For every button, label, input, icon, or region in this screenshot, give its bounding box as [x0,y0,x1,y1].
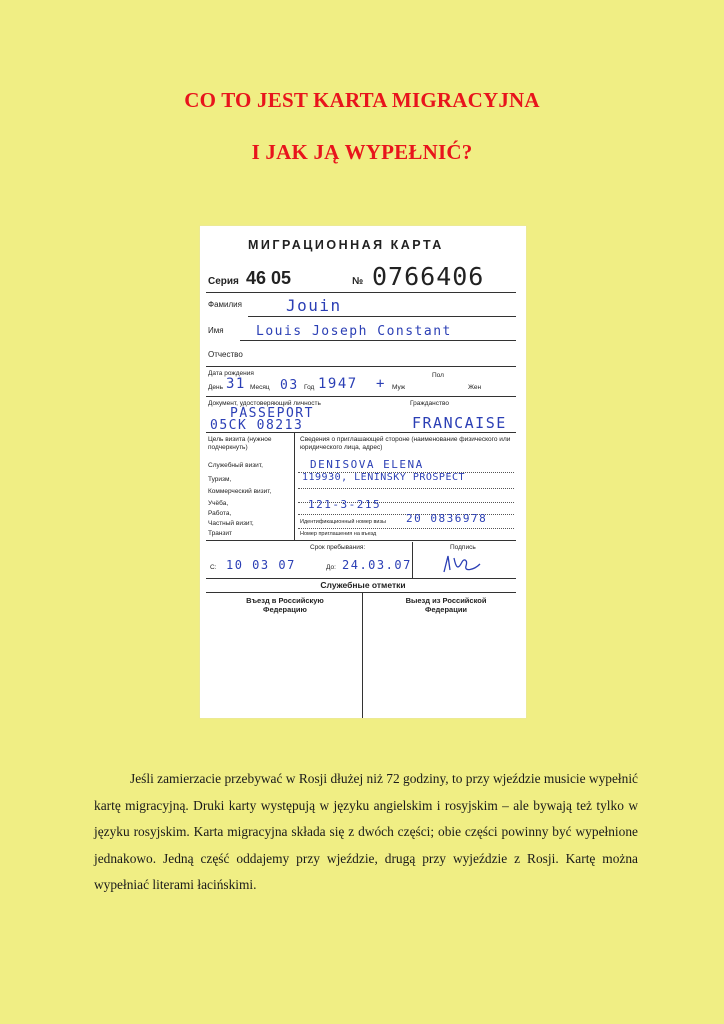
document-value-1: PASSEPORT [230,406,314,421]
document-value-2: 05CK 08213 [210,418,304,433]
page-title-line1: CO TO JEST KARTA MIGRACYJNA [184,88,540,112]
series-label: Серия [208,276,239,287]
patronymic-label: Отчество [208,350,243,359]
id-number-value: 20 0836978 [406,512,488,525]
citizenship-value: FRANCAISE [412,414,507,432]
citizenship-label: Гражданство [410,400,449,407]
surname-value: Jouin [286,296,342,315]
year-label: Год [304,384,315,391]
month-value: 03 [280,378,299,393]
male-label: Муж [392,384,406,391]
host-label: Сведения о приглашающей стороне (наименование физического или юридического лица, адрес) [300,436,511,451]
month-label: Месяц [250,384,270,391]
purpose-option: Служебный визит, [208,462,263,469]
from-label: С: [210,564,217,571]
divider [206,366,516,367]
host-value-2: 119930, LENINSKY PROSPECT [302,472,466,483]
divider [206,432,516,433]
surname-label: Фамилия [208,300,242,309]
name-value: Louis Joseph Constant [256,324,452,339]
number-value: 0766406 [372,262,485,291]
divider [248,316,516,317]
divider [206,578,516,579]
purpose-option: Учёба, [208,500,229,507]
from-value: 10 03 07 [226,558,296,572]
series-value: 46 05 [246,268,292,288]
official-marks-label: Служебные отметки [320,580,406,590]
exit-label: Выезд из Российской Федерации [405,596,487,614]
divider [412,542,413,578]
day-label: День [208,384,223,391]
dob-label: Дата рождения [208,370,254,377]
number-label: № [352,276,364,287]
entry-label: Въезд в Российскую Федерацию [246,596,324,614]
divider [294,432,295,540]
purpose-option: Работа, [208,510,232,517]
to-label: До: [326,564,336,571]
divider [298,488,514,489]
id-number-label: Идентификационный номер визы [300,519,386,525]
stay-label: Срок пребывания: [310,544,366,551]
name-label: Имя [208,326,224,335]
signature-label: Подпись [450,544,476,551]
purpose-label: Цель визита (нужное подчеркнуть) [208,436,272,451]
divider [362,592,363,718]
host-value-1: DENISOVA ELENA [310,458,424,471]
body-paragraph: Jeśli zamierzacie przebywać w Rosji dłużej niż 72 godziny, to przy wjeździe musicie wypełnić kartę migracyjną. Druki karty występują w języku angielskim i rosyjskim – ale bywają też tylko w języku rosyjskim. Karta migracyjna składa się z dwóch części; obie części powinny być wypełnione jednakowo. Jedną część oddajemy przy wjeździe, drugą przy wyjeździe z Rosji. Kartę można wypełniać literami łacińskimi. [94,771,638,892]
divider [206,292,516,293]
divider [206,592,516,593]
divider [240,340,516,341]
host-value-3: 121-3-215 [308,498,382,511]
sex-label: Пол [432,372,444,379]
purpose-option: Частный визит, [208,520,254,527]
document-label: Документ, удостоверяющий личность [208,400,321,407]
card-header: МИГРАЦИОННАЯ КАРТА [248,238,444,252]
divider [298,528,514,529]
signature-icon [440,552,490,576]
divider [206,540,516,541]
purpose-option: Туризм, [208,476,232,483]
divider [206,396,516,397]
day-value: 31 [226,376,246,392]
to-value: 24.03.07 [342,558,412,572]
sex-mark: + [376,376,386,392]
purpose-option: Транзит [208,530,233,537]
female-label: Жен [468,384,482,391]
page-title-line2: I JAK JĄ WYPEŁNIĆ? [251,140,473,164]
migration-card-image [200,226,526,718]
purpose-option: Коммерческий визит, [208,488,272,495]
invitation-label: Номер приглашения на въезд [300,531,377,537]
year-value: 1947 [318,376,358,392]
